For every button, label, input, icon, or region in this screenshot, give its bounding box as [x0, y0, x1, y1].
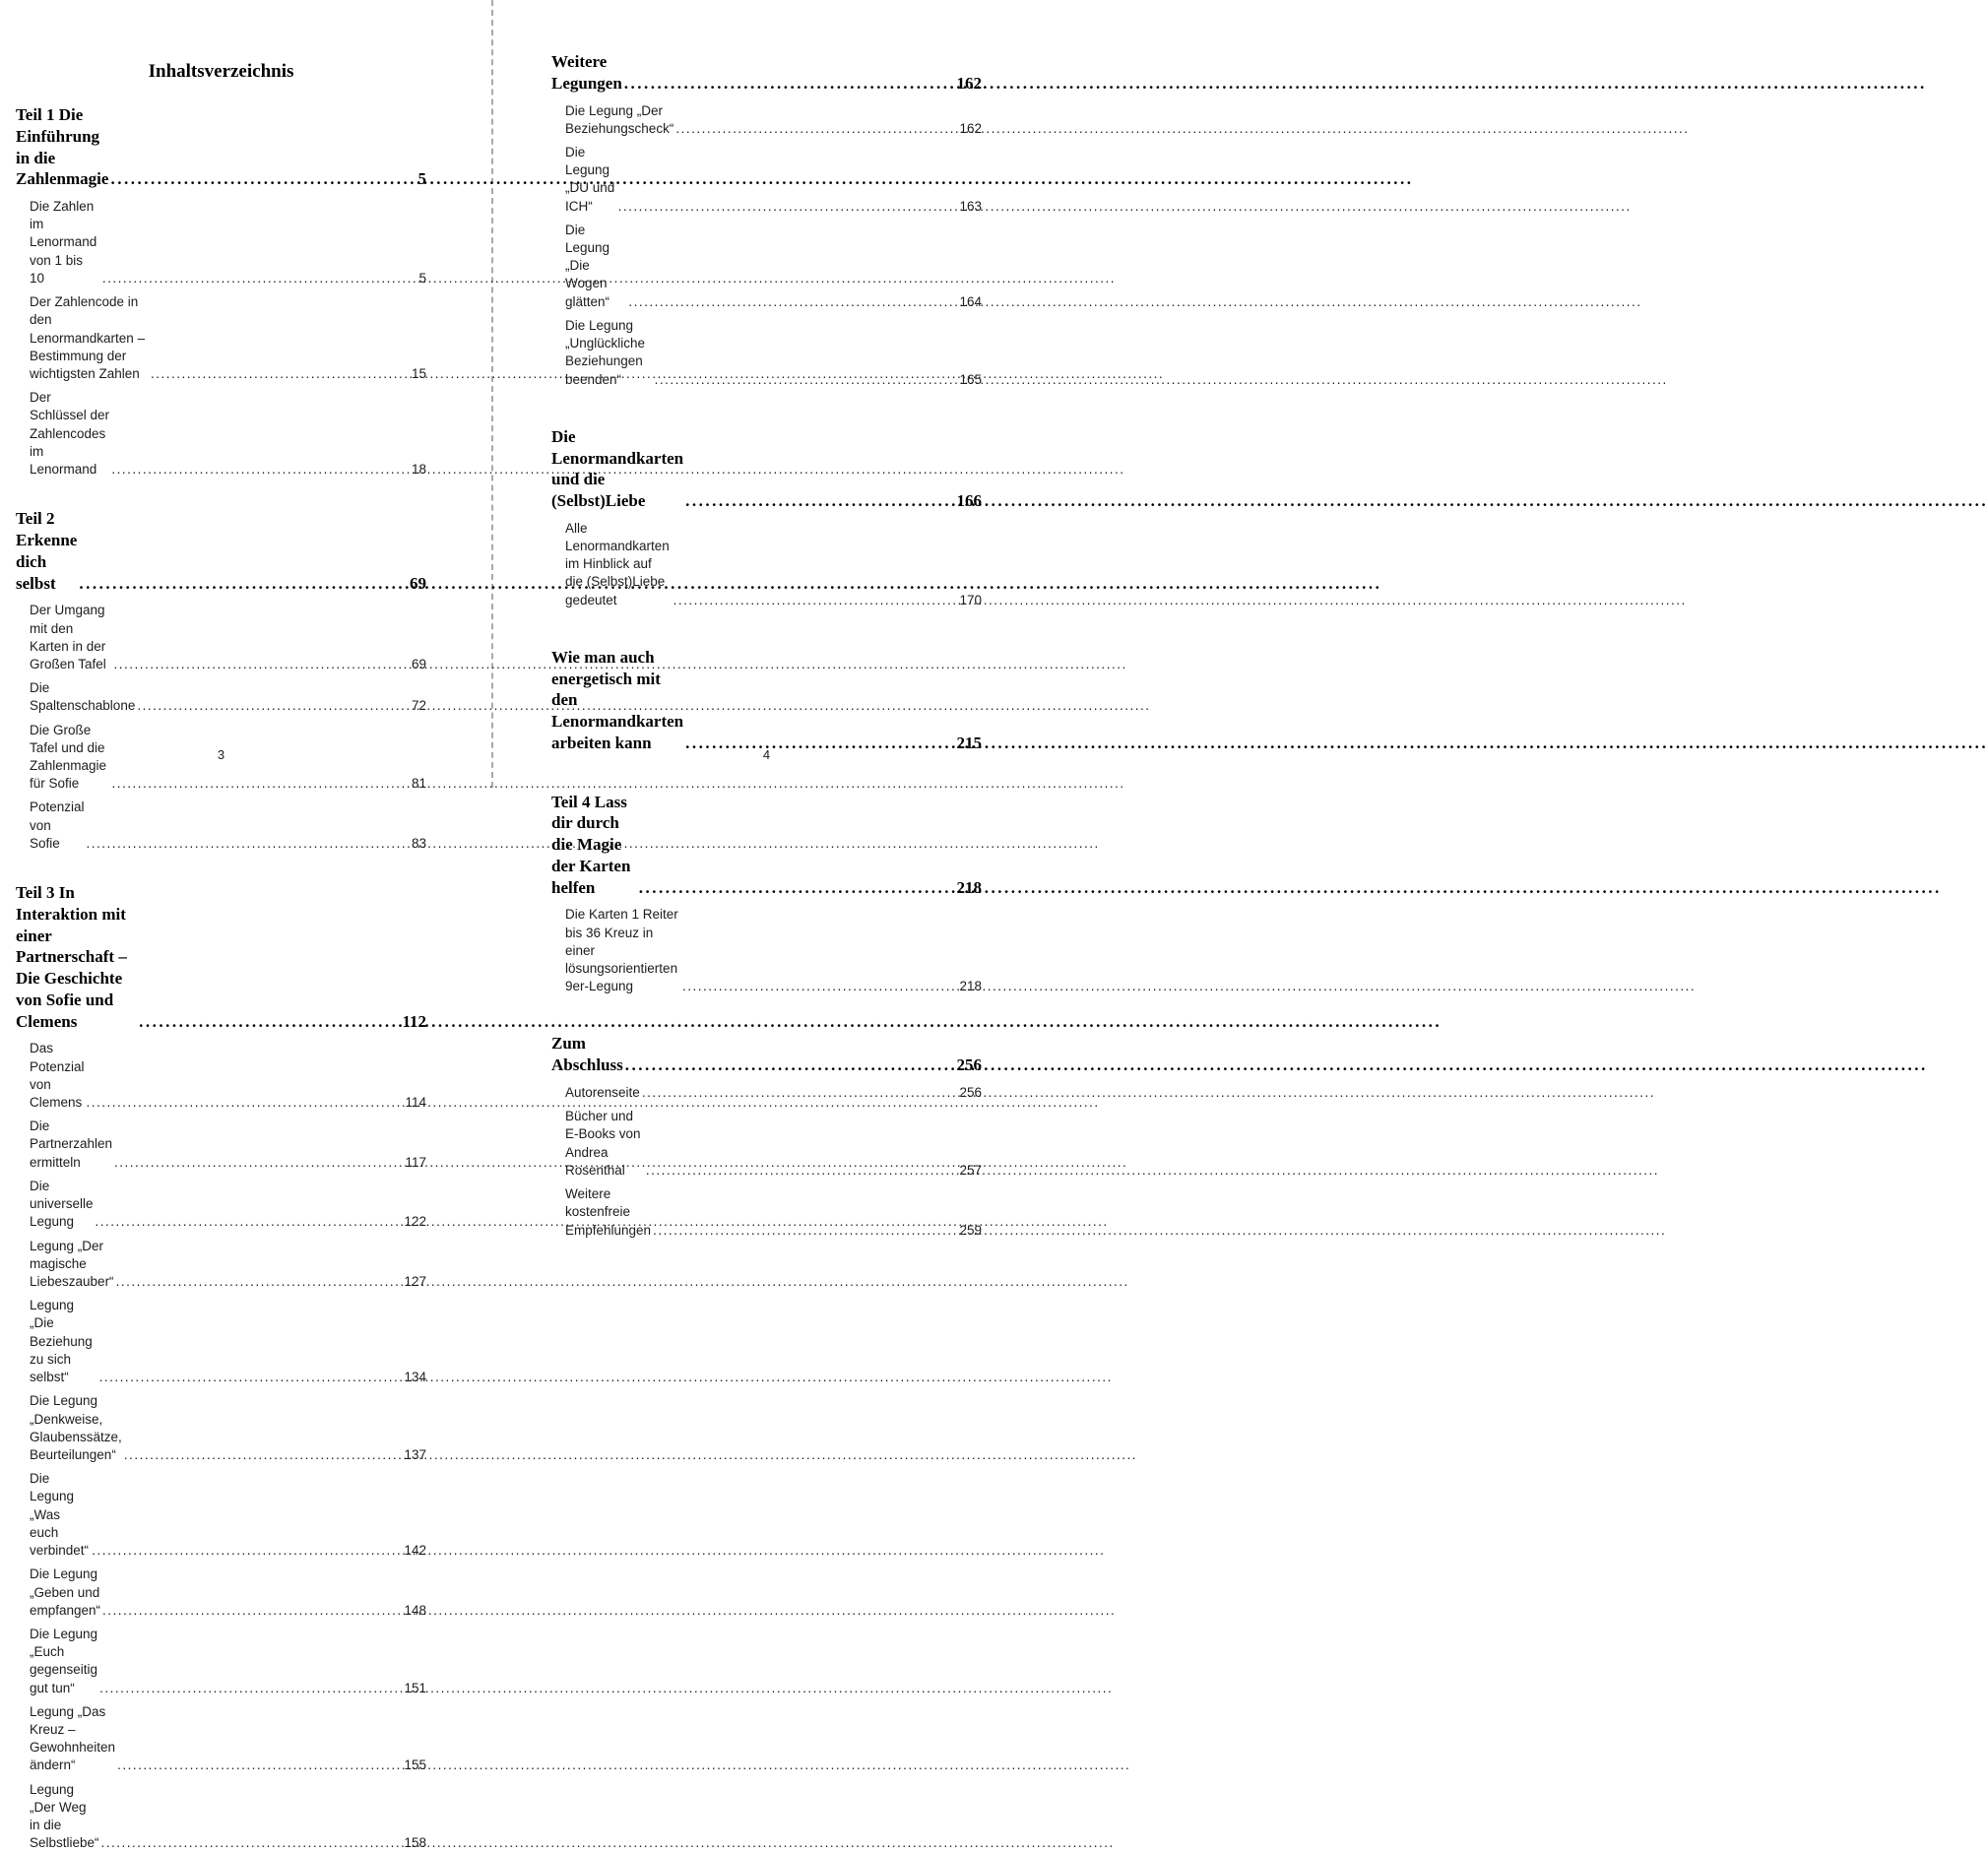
- dot-leader: [87, 835, 409, 853]
- toc-entry-page: 164: [959, 293, 982, 309]
- toc-entry-label: Legung „Das Kreuz – Gewohnheiten ändern“: [30, 1703, 116, 1773]
- toc-entry[interactable]: [30, 1565, 426, 1620]
- toc-heading[interactable]: [551, 792, 982, 899]
- toc-entry-page: 148: [404, 1602, 426, 1618]
- toc-entry-label: Die Legung „Euch gegenseitig gut tun“: [30, 1626, 98, 1695]
- toc-entry[interactable]: [30, 1118, 426, 1172]
- toc-entry-label: Die Spaltenschablone: [30, 680, 136, 714]
- toc-entry[interactable]: [30, 389, 426, 479]
- toc-entry[interactable]: [30, 1178, 426, 1232]
- dot-leader: [79, 573, 407, 595]
- toc-heading-page: 256: [956, 1055, 982, 1075]
- toc-entry[interactable]: [30, 1040, 426, 1112]
- dot-leader: [111, 775, 408, 793]
- toc-heading-page: 162: [956, 73, 982, 93]
- dot-leader: [139, 1011, 399, 1033]
- toc-heading-page: 215: [956, 733, 982, 752]
- dot-leader: [87, 1094, 403, 1112]
- toc-entry-label: Legung „Der magische Liebeszauber“: [30, 1238, 114, 1289]
- toc-entry[interactable]: [565, 102, 982, 138]
- dot-leader: [99, 1680, 401, 1697]
- toc-entry-page: 151: [404, 1680, 426, 1695]
- dot-leader: [114, 656, 409, 673]
- toc-heading-page: 5: [417, 169, 426, 189]
- toc-entry-label: Alle Lenormandkarten im Hinblick auf die (Selbst)Liebe gedeutet: [565, 520, 670, 607]
- toc-section: [16, 508, 426, 853]
- dot-leader: [114, 1154, 402, 1172]
- toc-heading-page: 69: [410, 573, 426, 593]
- toc-entry-label: Die Partnerzahlen ermitteln: [30, 1118, 113, 1170]
- toc-heading-label: Wie man auch energetisch mit den Lenormandkarten arbeiten kann: [551, 647, 684, 752]
- page-title: Inhaltsverzeichnis: [148, 61, 294, 82]
- toc-section: [551, 1033, 982, 1239]
- toc-entry-page: 165: [959, 371, 982, 387]
- toc-entry-page: 170: [959, 592, 982, 607]
- toc-entry[interactable]: [565, 317, 982, 389]
- toc-entry-label: Der Zahlencode in den Lenormandkarten – Bestimmung der wichtigsten Zahlen: [30, 294, 146, 381]
- toc-heading[interactable]: [551, 647, 982, 754]
- toc-entry[interactable]: [30, 602, 426, 673]
- toc-entry[interactable]: [30, 1781, 426, 1853]
- toc-entry-page: 127: [404, 1274, 426, 1289]
- toc-entry[interactable]: [30, 1470, 426, 1560]
- toc-section: [551, 426, 982, 609]
- toc-heading-label: Teil 2 Erkenne dich selbst: [16, 509, 78, 593]
- dot-leader: [685, 490, 953, 512]
- dot-leader: [653, 1222, 956, 1240]
- toc-entry[interactable]: [30, 1626, 426, 1697]
- dot-leader: [110, 168, 415, 190]
- dot-leader: [675, 120, 956, 138]
- toc-entry-page: 122: [404, 1214, 426, 1230]
- dot-leader: [111, 461, 409, 479]
- toc-entry-label: Autorenseite: [565, 1084, 640, 1100]
- toc-entry-page: 81: [411, 776, 426, 792]
- toc-heading-label: Weitere Legungen: [551, 52, 622, 93]
- right-page-number: 4: [762, 747, 771, 762]
- toc-section: [551, 647, 982, 754]
- toc-heading-page: 218: [956, 877, 982, 897]
- left-page: [16, 0, 426, 1851]
- dot-leader: [628, 293, 956, 311]
- dot-leader: [137, 697, 409, 715]
- toc-section: [16, 104, 426, 479]
- toc-entry-label: Die Große Tafel und die Zahlenmagie für Sofie: [30, 722, 107, 792]
- right-page-sections: [551, 0, 982, 1240]
- dot-leader: [682, 978, 957, 995]
- toc-heading[interactable]: [551, 51, 982, 95]
- toc-section: [16, 882, 426, 1852]
- toc-entry-page: 5: [418, 270, 426, 286]
- dot-leader: [618, 198, 957, 216]
- toc-entry-page: 142: [404, 1543, 426, 1559]
- toc-heading-label: Teil 3 In Interaktion mit einer Partnerschaft – Die Geschichte von Sofie und Clemens: [16, 883, 127, 1031]
- toc-entry-label: Weitere kostenfreie Empfehlungen: [565, 1186, 652, 1238]
- toc-entry-label: Bücher und E-Books von Andrea Rosenthal: [565, 1109, 641, 1178]
- toc-entry[interactable]: [30, 799, 426, 853]
- dot-leader: [673, 592, 957, 609]
- toc-entry-label: Der Umgang mit den Karten in der Großen Tafel: [30, 603, 106, 671]
- toc-entry-label: Die Legung „Was euch verbindet“: [30, 1471, 90, 1559]
- dot-leader: [124, 1446, 402, 1464]
- toc-entry-label: Legung „Die Beziehung zu sich selbst“: [30, 1298, 93, 1385]
- left-page-sections: [16, 104, 426, 1853]
- toc-entry[interactable]: [30, 1238, 426, 1292]
- toc-heading-label: Teil 4 Lass dir durch die Magie der Karten helfen: [551, 792, 631, 897]
- toc-heading[interactable]: [16, 104, 426, 190]
- toc-section: [551, 792, 982, 996]
- toc-entry-label: Die Legung „Unglückliche Beziehungen beenden“: [565, 317, 646, 387]
- toc-entry[interactable]: [565, 906, 982, 995]
- dot-leader: [117, 1757, 401, 1774]
- toc-entry-label: Die universelle Legung: [30, 1178, 94, 1230]
- toc-heading-label: Zum Abschluss: [551, 1034, 623, 1075]
- toc-entry-label: Die Legung „Geben und empfangen“: [30, 1566, 101, 1618]
- toc-entry-page: 134: [404, 1370, 426, 1385]
- toc-entry-page: 259: [959, 1222, 982, 1238]
- toc-entry-label: Die Legung „Der Beziehungscheck“: [565, 102, 674, 136]
- toc-entry[interactable]: [30, 1703, 426, 1775]
- toc-entry-page: 155: [404, 1757, 426, 1773]
- toc-entry-page: 72: [411, 698, 426, 714]
- toc-entry-page: 162: [959, 120, 982, 136]
- toc-heading-label: Teil 1 Die Einführung in die Zahlenmagie: [16, 105, 109, 189]
- toc-entry-label: Potenzial von Sofie: [30, 799, 85, 851]
- toc-section: [551, 51, 982, 389]
- toc-entry-label: Die Legung „Die Wogen glätten“: [565, 222, 610, 309]
- left-page-number: 3: [217, 747, 225, 762]
- toc-entry[interactable]: [565, 222, 982, 311]
- toc-heading-page: 166: [956, 491, 982, 511]
- dot-leader: [102, 1602, 401, 1620]
- toc-entry-page: 256: [959, 1084, 982, 1100]
- toc-entry-label: Die Legung „Denkweise, Glaubenssätze, Beurteilungen“: [30, 1393, 122, 1462]
- toc-entry[interactable]: [30, 1297, 426, 1386]
- dot-leader: [116, 1273, 402, 1291]
- toc-entry-page: 158: [404, 1835, 426, 1851]
- dot-leader: [96, 1213, 402, 1231]
- toc-entry-page: 163: [959, 198, 982, 214]
- toc-entry[interactable]: [565, 144, 982, 216]
- dot-leader: [625, 1054, 954, 1076]
- toc-entry[interactable]: [565, 520, 982, 609]
- dot-leader: [151, 365, 409, 383]
- toc-entry-label: Der Schlüssel der Zahlencodes im Lenormand: [30, 390, 110, 478]
- toc-heading-page: 112: [402, 1011, 426, 1031]
- toc-entry-page: 114: [405, 1095, 426, 1111]
- toc-heading[interactable]: [16, 508, 426, 594]
- toc-entry[interactable]: [30, 198, 426, 288]
- dot-leader: [92, 1542, 401, 1560]
- toc-entry-label: Legung „Der Weg in die Selbstliebe“: [30, 1781, 99, 1851]
- toc-entry-page: 257: [959, 1162, 982, 1178]
- toc-entry[interactable]: [565, 1084, 982, 1102]
- toc-spread: [0, 0, 985, 1851]
- toc-entry[interactable]: [565, 1185, 982, 1240]
- right-page: [551, 0, 982, 1238]
- dot-leader: [101, 1834, 402, 1852]
- toc-heading[interactable]: [16, 882, 426, 1032]
- toc-heading-label: Die Lenormandkarten und die (Selbst)Liebe: [551, 426, 684, 511]
- toc-entry-page: 137: [404, 1446, 426, 1462]
- toc-entry-page: 83: [411, 835, 426, 851]
- dot-leader: [655, 371, 957, 389]
- toc-entry[interactable]: [30, 1392, 426, 1464]
- toc-entry-page: 69: [411, 656, 426, 671]
- toc-heading[interactable]: [551, 426, 982, 512]
- toc-entry-label: Die Karten 1 Reiter bis 36 Kreuz in einer lösungsorientierten 9er-Legung: [565, 907, 678, 994]
- dot-leader: [624, 73, 954, 95]
- toc-entry[interactable]: [565, 1108, 982, 1180]
- toc-entry[interactable]: [30, 293, 426, 383]
- toc-entry-label: Die Zahlen im Lenormand von 1 bis 10: [30, 199, 97, 286]
- dot-leader: [642, 1084, 957, 1102]
- toc-entry-page: 15: [411, 365, 426, 381]
- toc-entry[interactable]: [30, 679, 426, 715]
- toc-heading[interactable]: [551, 1033, 982, 1076]
- dot-leader: [639, 877, 954, 899]
- dot-leader: [99, 1369, 402, 1386]
- toc-entry-label: Das Potenzial von Clemens: [30, 1041, 85, 1111]
- toc-entry-page: 117: [405, 1154, 426, 1170]
- toc-entry-page: 18: [411, 462, 426, 478]
- dot-leader: [102, 270, 417, 288]
- toc-entry-page: 218: [959, 979, 982, 994]
- dot-leader: [646, 1162, 957, 1180]
- toc-entry-label: Die Legung „DU und ICH“: [565, 144, 615, 214]
